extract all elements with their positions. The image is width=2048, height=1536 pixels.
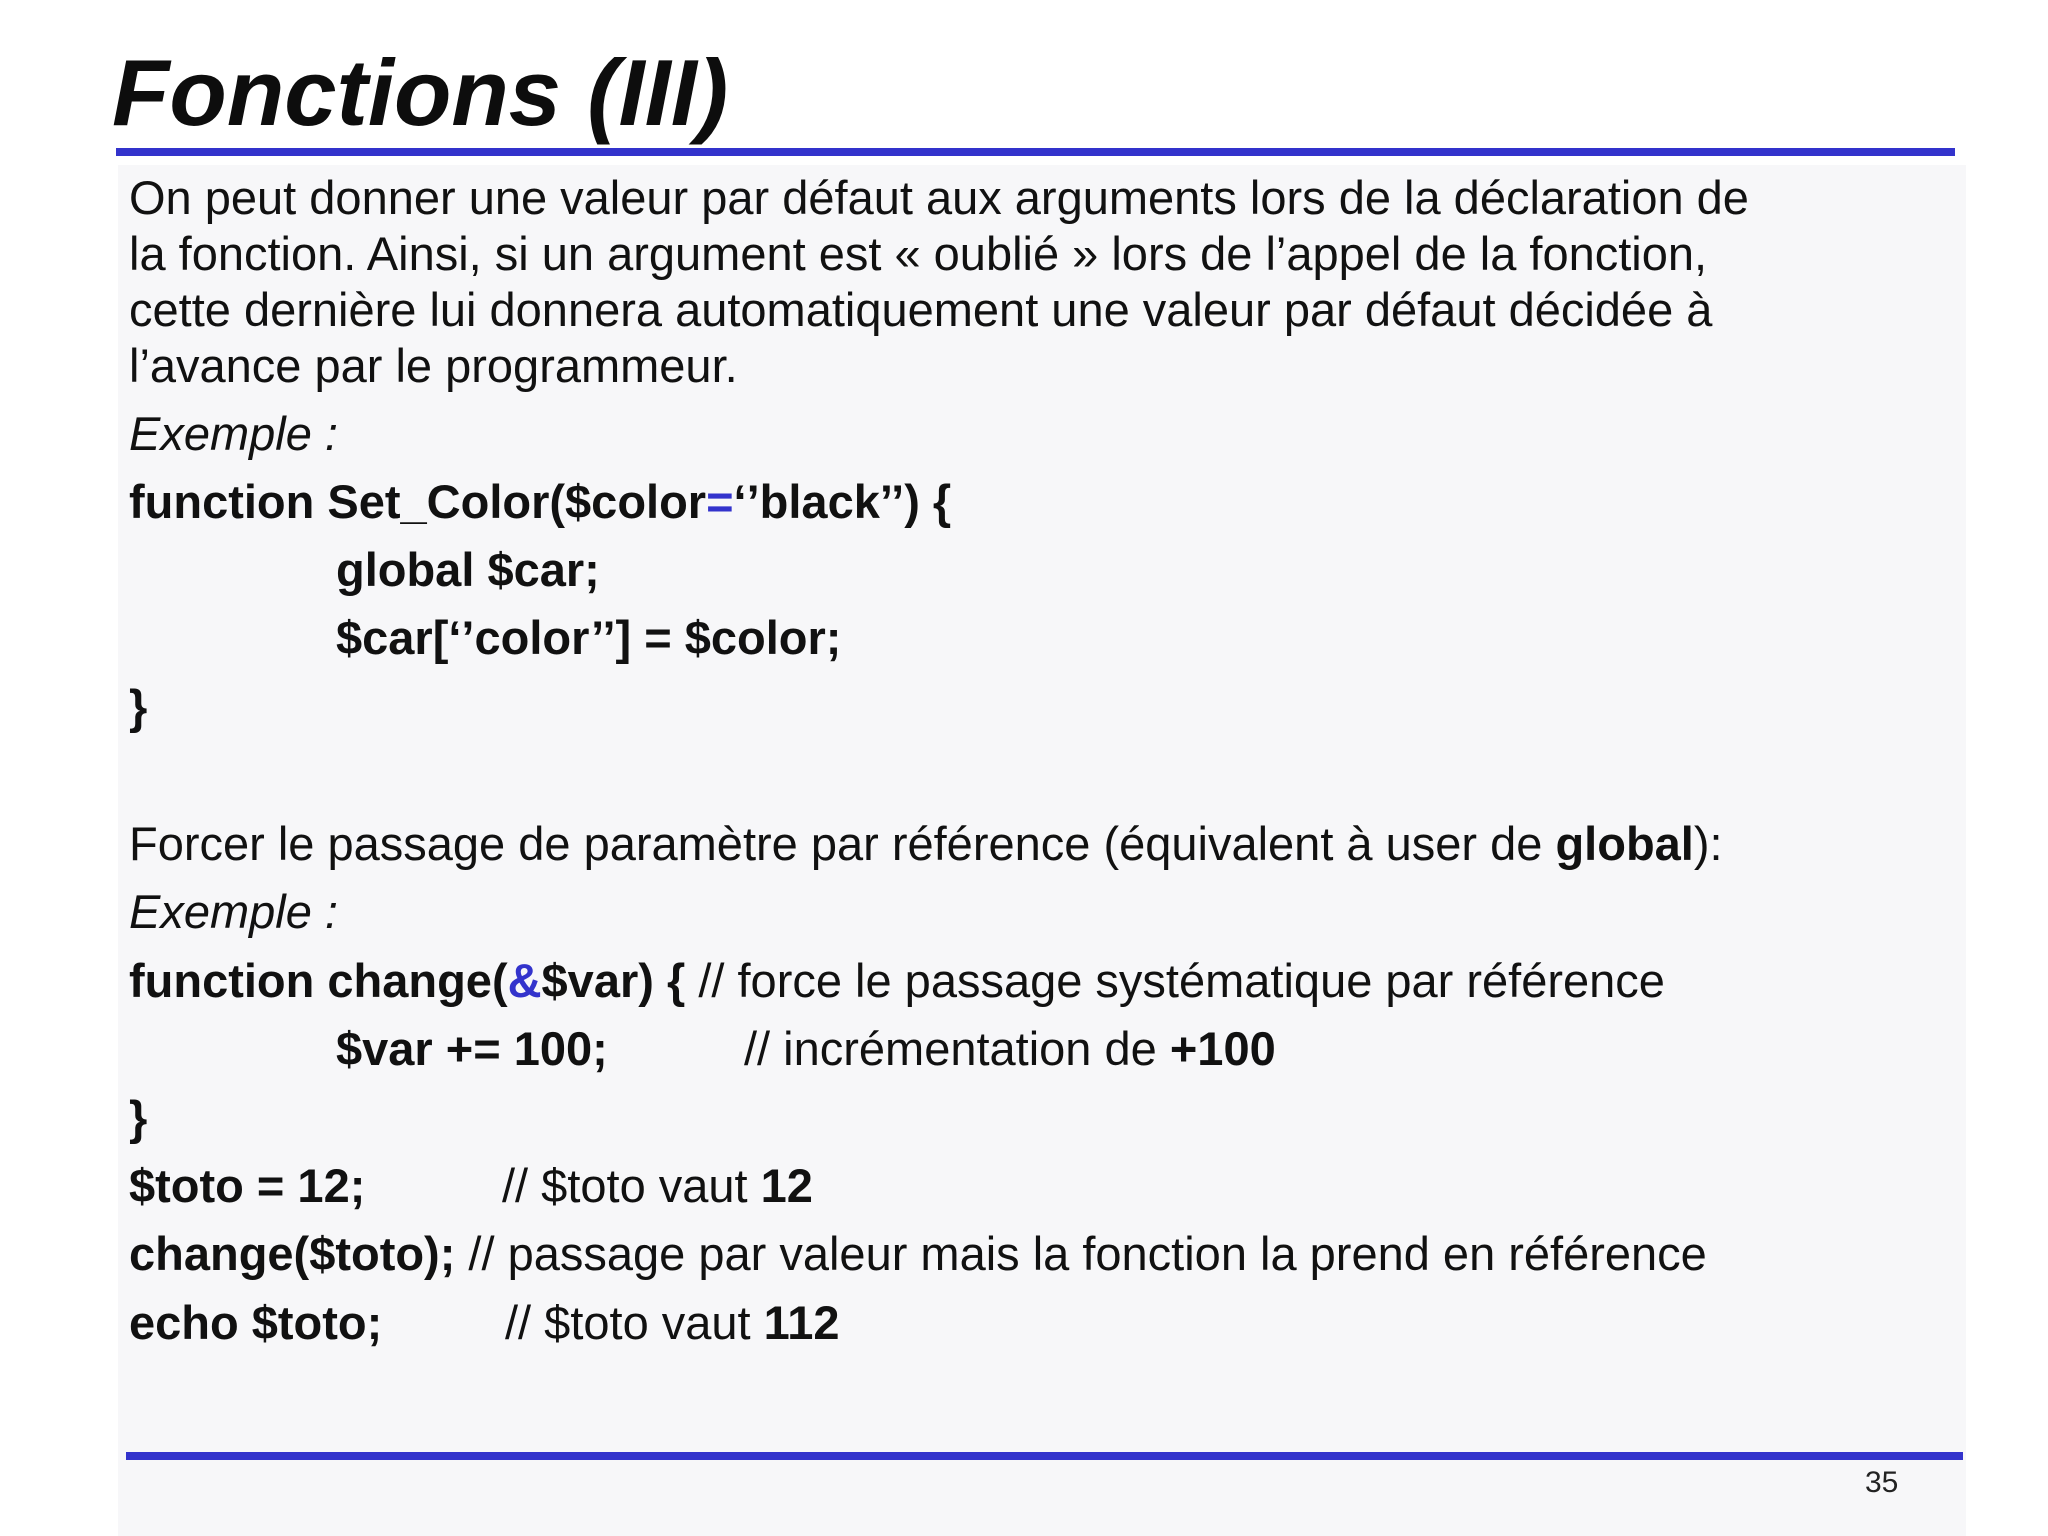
code-comment: // incrémentation de (744, 1022, 1170, 1075)
example2-label: Exemple : (129, 885, 338, 938)
example2-code-line-2-comment (744, 1021, 1276, 1077)
footer-rule (126, 1452, 1963, 1460)
code-comment: // force le passage systématique par référence (685, 954, 1665, 1007)
example2-code-line-6 (129, 1295, 382, 1351)
code-text: $var) { (541, 954, 686, 1007)
code-text: function change( (129, 954, 508, 1007)
intro-line-3: cette dernière lui donnera automatiquement une valeur par défaut décidée à (129, 283, 1713, 336)
example1-code-line-4: } (129, 680, 148, 733)
section2-text (129, 816, 1723, 872)
intro-line-1: On peut donner une valeur par défaut aux arguments lors de la déclaration de (129, 171, 1749, 224)
code-text: change($toto); (129, 1227, 456, 1280)
reference-operator: & (507, 954, 542, 1007)
section2-text-after: ): (1693, 817, 1723, 870)
code-text: $toto = 12; (129, 1159, 366, 1212)
code-comment: // $toto vaut (502, 1159, 761, 1212)
example1-code-line-2: global $car; (336, 543, 600, 596)
page-number: 35 (1865, 1466, 1899, 1499)
code-text: echo $toto; (129, 1296, 383, 1349)
default-operator: = (706, 475, 734, 528)
example1-label: Exemple : (129, 407, 338, 460)
example2-code-line-4-comment (502, 1158, 813, 1214)
code-comment: // $toto vaut (505, 1296, 764, 1349)
intro-line-2: la fonction. Ainsi, si un argument est « oublié » lors de l’appel de la fonction, (129, 227, 1708, 280)
example2-code-line-6-comment (505, 1295, 840, 1351)
code-comment-value: 112 (763, 1296, 840, 1349)
example1-code-line-1 (129, 474, 951, 530)
example2-code-line-5 (129, 1226, 1707, 1282)
section2-keyword: global (1555, 817, 1694, 870)
code-comment-value: +100 (1169, 1022, 1276, 1075)
section2-text-before: Forcer le passage de paramètre par référence (équivalent à user de (129, 817, 1556, 870)
example1-code-line-3: $car[‘’color’’] = $color; (336, 611, 842, 664)
title-underline (116, 148, 1955, 156)
example2-code-line-4 (129, 1158, 365, 1214)
example2-code-line-2 (336, 1021, 608, 1077)
intro-line-4: l’avance par le programmeur. (129, 339, 738, 392)
code-comment-value: 12 (760, 1159, 813, 1212)
code-text: ‘’black’’) { (733, 475, 952, 528)
code-comment: // passage par valeur mais la fonction la prend en référence (455, 1227, 1707, 1280)
example2-code-line-3: } (129, 1091, 148, 1144)
code-text: $var += 100; (336, 1022, 608, 1075)
slide-title: Fonctions (III) (112, 40, 729, 145)
example2-code-line-1 (129, 953, 1665, 1009)
code-text: function Set_Color($color (129, 475, 707, 528)
